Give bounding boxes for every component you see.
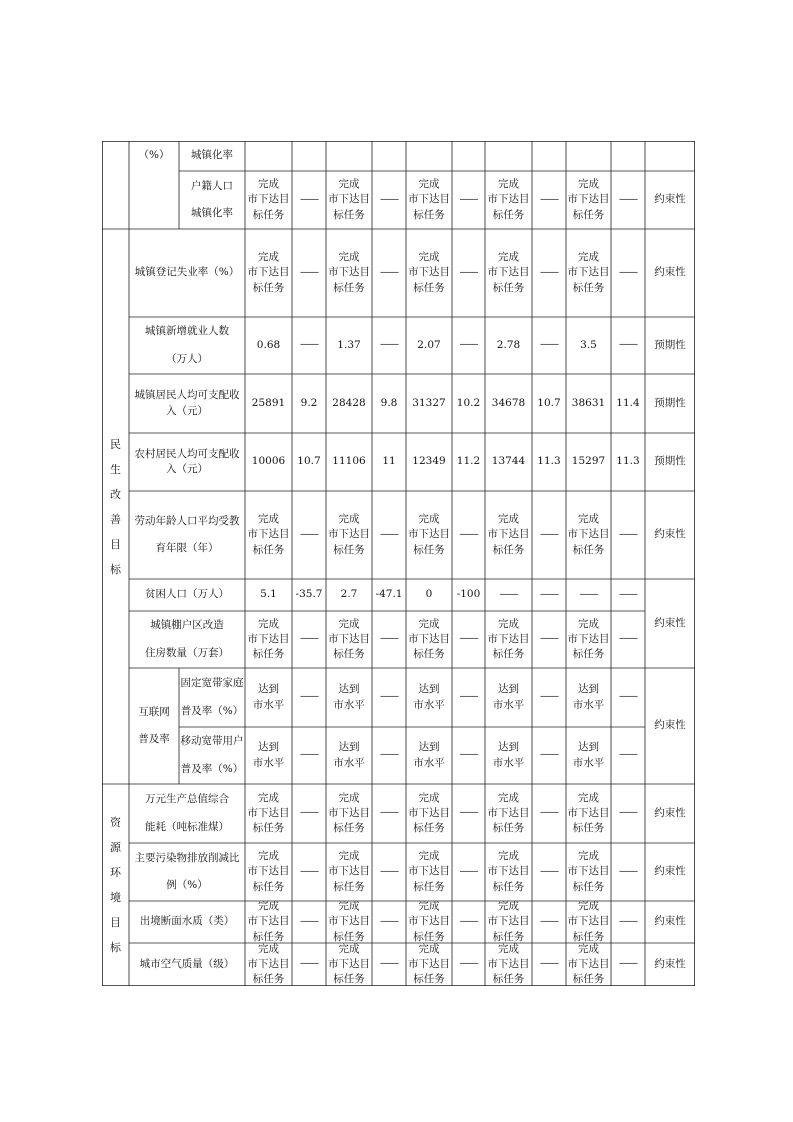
unemployment-value-1: 完成 市下达目 标任务 [247, 251, 290, 294]
urban-income-value-2: 9.2 [300, 396, 318, 409]
fixed-broadband-value-7: 达到 市水平 [492, 683, 525, 711]
education-years-value-3: 完成 市下达目 标任务 [328, 513, 370, 556]
water-quality-value-2: —— [300, 915, 318, 927]
air-quality-value-5: 完成 市下达目 标任务 [408, 943, 450, 986]
household-urbanization-value-9: 完成 市下达目 标任务 [567, 178, 610, 221]
new-jobs-value-2: —— [300, 339, 318, 351]
water-quality-value-1: 完成 市下达目 标任务 [247, 901, 290, 943]
poverty-value-3: 2.7 [340, 588, 358, 601]
nature-water-quality: 约束性 [654, 915, 686, 928]
air-quality-value-2: —— [300, 958, 318, 970]
label-unemployment: 城镇登记失业率（%） [134, 266, 240, 279]
rural-income-value-4: 11 [382, 455, 396, 468]
section-people-livelihood: 民 生 改 善 目 标 [110, 437, 121, 576]
label-pollutant-reduction: 主要污染物排放削减比 例（%） [134, 851, 240, 891]
nature-household-urbanization: 约束性 [654, 193, 686, 206]
household-urbanization-value-6: —— [459, 193, 478, 205]
nature-urban-income: 预期性 [654, 396, 686, 409]
nature-energy-consumption: 约束性 [654, 806, 686, 819]
shantytown-value-1: 完成 市下达目 标任务 [247, 617, 290, 661]
nature-new-jobs: 预期性 [654, 338, 686, 351]
pollutant-reduction-value-4: —— [380, 865, 398, 877]
urban-income-value-7: 34678 [491, 396, 526, 409]
household-urbanization-value-1: 完成 市下达目 标任务 [247, 178, 290, 221]
household-urbanization-value-4: —— [380, 193, 398, 205]
shantytown-value-8: —— [540, 633, 558, 645]
urban-income-value-10: 11.4 [616, 396, 640, 409]
rural-income-value-10: 11.3 [616, 455, 640, 468]
nature-education-years: 约束性 [654, 528, 686, 541]
poverty-value-4: -47.1 [375, 588, 403, 601]
air-quality-value-8: —— [540, 958, 558, 970]
education-years-value-7: 完成 市下达目 标任务 [487, 513, 530, 556]
new-jobs-value-3: 1.37 [337, 338, 361, 351]
rural-income-value-6: 11.2 [456, 455, 481, 468]
pollutant-reduction-value-7: 完成 市下达目 标任务 [487, 850, 530, 893]
poverty-value-10: —— [619, 588, 637, 600]
water-quality-value-5: 完成 市下达目 标任务 [408, 901, 450, 943]
pollutant-reduction-value-6: —— [459, 865, 478, 877]
new-jobs-value-10: —— [619, 339, 637, 351]
urban-income-value-9: 38631 [571, 396, 606, 409]
air-quality-value-10: —— [619, 958, 637, 970]
unemployment-value-10: —— [619, 266, 637, 278]
education-years-value-4: —— [380, 528, 398, 540]
new-jobs-value-8: —— [540, 339, 558, 351]
shantytown-value-5: 完成 市下达目 标任务 [408, 617, 450, 661]
nature-unemployment: 约束性 [654, 266, 686, 279]
mobile-broadband-value-10: —— [619, 749, 637, 761]
mobile-broadband-value-9: 达到 市水平 [572, 741, 605, 769]
education-years-value-10: —— [619, 528, 637, 540]
section-resource-environment: 资 源 环 境 目 标 [110, 816, 121, 954]
shantytown-value-2: —— [300, 633, 318, 645]
poverty-value-6: -100 [456, 588, 481, 601]
fixed-broadband-value-6: —— [459, 691, 478, 703]
urban-income-value-6: 10.2 [456, 396, 481, 409]
mobile-broadband-value-2: —— [300, 749, 318, 761]
mobile-broadband-value-8: —— [540, 749, 558, 761]
nature-air-quality: 约束性 [654, 957, 686, 970]
new-jobs-value-9: 3.5 [580, 338, 597, 351]
rural-income-value-5: 12349 [412, 455, 446, 468]
air-quality-value-9: 完成 市下达目 标任务 [567, 943, 610, 986]
poverty-value-7: —— [499, 588, 518, 600]
nature-rural-income: 预期性 [654, 455, 686, 468]
unemployment-value-8: —— [540, 266, 558, 278]
nature-broadband: 约束性 [654, 719, 686, 732]
fixed-broadband-value-9: 达到 市水平 [572, 683, 605, 711]
air-quality-value-3: 完成 市下达目 标任务 [328, 943, 370, 986]
pollutant-reduction-value-2: —— [300, 865, 318, 877]
shantytown-value-10: —— [619, 633, 637, 645]
education-years-value-6: —— [459, 528, 478, 540]
unemployment-value-6: —— [459, 266, 478, 278]
new-jobs-value-5: 2.07 [417, 338, 441, 351]
mobile-broadband-value-1: 达到 市水平 [252, 741, 285, 769]
targets-table [102, 141, 695, 986]
label-shantytown: 城镇棚户区改造 住房数量（万套） [145, 619, 229, 659]
energy-consumption-value-9: 完成 市下达目 标任务 [567, 791, 610, 835]
poverty-value-5: 0 [425, 588, 433, 601]
nature-poverty-shantytown: 约束性 [654, 616, 686, 629]
shantytown-value-9: 完成 市下达目 标任务 [567, 617, 610, 661]
pollutant-reduction-value-10: —— [619, 865, 637, 877]
unemployment-value-2: —— [300, 266, 318, 278]
unemployment-value-5: 完成 市下达目 标任务 [408, 251, 450, 294]
shantytown-value-6: —— [459, 633, 478, 645]
mobile-broadband-value-4: —— [380, 749, 398, 761]
urban-income-value-8: 10.7 [537, 396, 561, 409]
pollutant-reduction-value-1: 完成 市下达目 标任务 [247, 850, 290, 893]
household-urbanization-value-3: 完成 市下达目 标任务 [328, 178, 370, 221]
label-poverty: 贫困人口（万人） [145, 588, 229, 601]
household-urbanization-value-5: 完成 市下达目 标任务 [408, 178, 450, 221]
household-urbanization-value-8: —— [540, 193, 558, 205]
water-quality-value-4: —— [380, 915, 398, 927]
water-quality-value-7: 完成 市下达目 标任务 [487, 901, 530, 943]
fixed-broadband-value-5: 达到 市水平 [413, 683, 445, 711]
label-urban-income: 城镇居民人均可支配收 入（元） [134, 389, 240, 417]
water-quality-value-6: —— [459, 915, 478, 927]
water-quality-value-3: 完成 市下达目 标任务 [328, 901, 370, 943]
shantytown-value-3: 完成 市下达目 标任务 [328, 617, 370, 661]
unemployment-value-9: 完成 市下达目 标任务 [567, 251, 610, 294]
household-urbanization-value-7: 完成 市下达目 标任务 [487, 178, 530, 221]
fixed-broadband-value-4: —— [380, 691, 398, 703]
nature-pollutant-reduction: 约束性 [654, 865, 686, 878]
education-years-value-1: 完成 市下达目 标任务 [247, 513, 290, 556]
fixed-broadband-value-3: 达到 市水平 [333, 683, 365, 711]
energy-consumption-value-3: 完成 市下达目 标任务 [328, 791, 370, 835]
energy-consumption-value-8: —— [540, 807, 558, 819]
sublabel-household-urbanization: 户籍人口 城镇化率 [191, 179, 233, 219]
unemployment-value-4: —— [380, 266, 398, 278]
poverty-value-8: —— [540, 588, 558, 600]
rural-income-value-7: 13744 [491, 455, 526, 468]
education-years-value-2: —— [300, 528, 318, 540]
sublabel-mobile-broadband: 移动宽带用户 普及率（%） [180, 735, 244, 775]
label-energy-consumption: 万元生产总值综合 能耗（吨标准煤） [145, 793, 229, 833]
rural-income-value-9: 15297 [571, 455, 606, 468]
new-jobs-value-7: 2.78 [496, 338, 521, 351]
energy-consumption-value-10: —— [619, 807, 637, 819]
rural-income-value-1: 10006 [251, 455, 286, 468]
fixed-broadband-value-10: —— [619, 691, 637, 703]
urban-income-value-5: 31327 [412, 396, 446, 409]
rural-income-value-2: 10.7 [297, 455, 321, 468]
poverty-value-1: 5.1 [260, 588, 277, 601]
mobile-broadband-value-7: 达到 市水平 [492, 741, 525, 769]
air-quality-value-4: —— [380, 958, 398, 970]
label-rural-income: 农村居民人均可支配收 入（元） [134, 447, 240, 475]
household-urbanization-value-2: —— [300, 193, 318, 205]
poverty-value-9: —— [579, 588, 598, 600]
water-quality-value-8: —— [540, 915, 558, 927]
pollutant-reduction-value-5: 完成 市下达目 标任务 [408, 850, 450, 893]
mobile-broadband-value-6: —— [459, 749, 478, 761]
label-internet-penetration: 互联网 普及率 [138, 705, 170, 745]
urban-income-value-3: 28428 [332, 396, 366, 409]
energy-consumption-value-1: 完成 市下达目 标任务 [247, 791, 290, 835]
rural-income-value-8: 11.3 [537, 455, 561, 468]
label-air-quality: 城市空气质量（级） [139, 957, 235, 970]
sublabel-urbanization: 城镇化率 [191, 149, 233, 162]
urban-income-value-1: 25891 [251, 396, 286, 409]
fixed-broadband-value-2: —— [300, 691, 318, 703]
energy-consumption-value-4: —— [380, 807, 398, 819]
pollutant-reduction-value-9: 完成 市下达目 标任务 [567, 850, 610, 893]
water-quality-value-9: 完成 市下达目 标任务 [567, 901, 610, 943]
fixed-broadband-value-1: 达到 市水平 [252, 683, 285, 711]
fixed-broadband-value-8: —— [540, 691, 558, 703]
air-quality-value-7: 完成 市下达目 标任务 [487, 943, 530, 986]
label-urban-pct-tail: （%） [138, 149, 170, 162]
energy-consumption-value-5: 完成 市下达目 标任务 [408, 791, 450, 835]
energy-consumption-value-6: —— [459, 807, 478, 819]
label-education-years: 劳动年龄人口平均受教 育年限（年） [134, 514, 240, 554]
unemployment-value-7: 完成 市下达目 标任务 [487, 251, 530, 294]
air-quality-value-6: —— [459, 958, 478, 970]
education-years-value-5: 完成 市下达目 标任务 [408, 513, 450, 556]
unemployment-value-3: 完成 市下达目 标任务 [328, 251, 370, 294]
water-quality-value-10: —— [619, 915, 637, 927]
poverty-value-2: -35.7 [295, 588, 323, 601]
new-jobs-value-6: —— [459, 339, 478, 351]
pollutant-reduction-value-8: —— [540, 865, 558, 877]
label-new-jobs: 城镇新增就业人数 （万人） [145, 325, 229, 365]
label-water-quality: 出境断面水质（类） [139, 915, 235, 928]
mobile-broadband-value-3: 达到 市水平 [333, 741, 365, 769]
new-jobs-value-1: 0.68 [256, 338, 281, 351]
rural-income-value-3: 11106 [332, 455, 366, 468]
education-years-value-8: —— [540, 528, 558, 540]
pollutant-reduction-value-3: 完成 市下达目 标任务 [328, 850, 370, 893]
sublabel-fixed-broadband: 固定宽带家庭 普及率（%） [180, 677, 244, 717]
education-years-value-9: 完成 市下达目 标任务 [567, 513, 610, 556]
air-quality-value-1: 完成 市下达目 标任务 [247, 943, 290, 986]
energy-consumption-value-7: 完成 市下达目 标任务 [487, 791, 530, 835]
shantytown-value-4: —— [380, 633, 398, 645]
new-jobs-value-4: —— [380, 339, 398, 351]
urban-income-value-4: 9.8 [380, 396, 398, 409]
mobile-broadband-value-5: 达到 市水平 [413, 741, 445, 769]
household-urbanization-value-10: —— [619, 193, 637, 205]
energy-consumption-value-2: —— [300, 807, 318, 819]
shantytown-value-7: 完成 市下达目 标任务 [487, 617, 530, 661]
